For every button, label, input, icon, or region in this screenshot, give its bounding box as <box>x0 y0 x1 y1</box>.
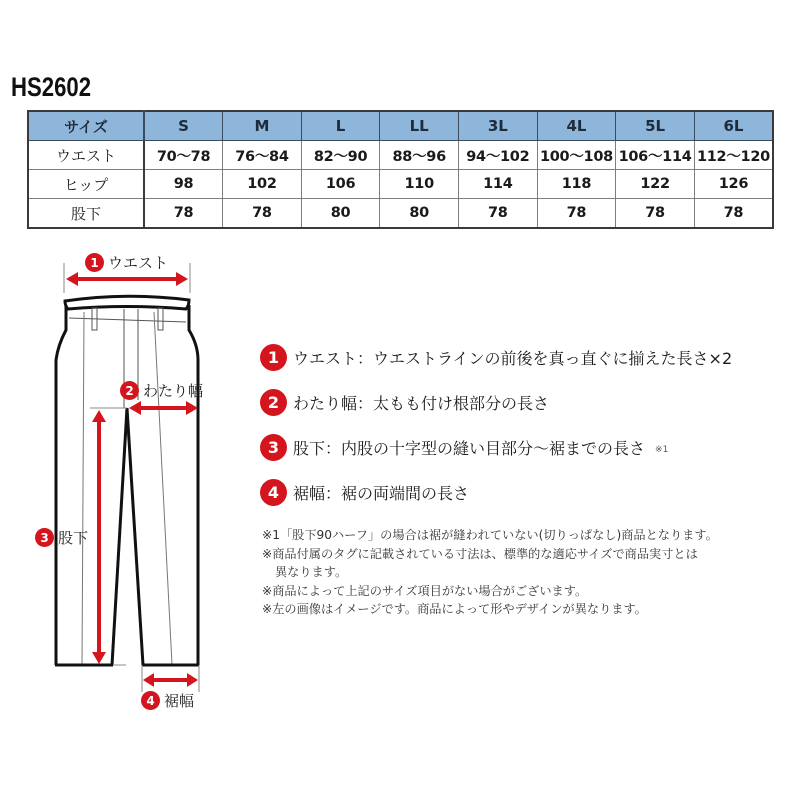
row-label-inseam: 股下 <box>28 199 144 229</box>
size-col-s: S <box>144 111 223 141</box>
table-cell: 122 <box>616 170 695 199</box>
size-col-3l: 3L <box>459 111 538 141</box>
table-cell: 78 <box>616 199 695 229</box>
row-label-hip: ヒップ <box>28 170 144 199</box>
number-4-icon: 4 <box>260 479 287 506</box>
number-2-icon: 2 <box>120 381 139 400</box>
number-4-icon: 4 <box>141 691 160 710</box>
legend-term: 裾幅 <box>293 483 326 503</box>
legend-item-hem <box>260 478 732 506</box>
table-cell: 102 <box>223 170 302 199</box>
table-cell: 70〜78 <box>144 141 223 170</box>
diagram-label-text: ウエスト <box>108 254 169 272</box>
number-1-icon: 1 <box>85 253 104 272</box>
size-header-label: サイズ <box>28 111 144 141</box>
note-line: 異なります。 <box>275 565 348 579</box>
size-col-5l: 5L <box>616 111 695 141</box>
legend-item-inseam <box>260 433 732 461</box>
size-table <box>27 110 774 229</box>
diagram-label-waist <box>85 252 168 273</box>
model-code: HS2602 <box>11 72 92 102</box>
table-cell: 100〜108 <box>537 141 616 170</box>
legend-term: わたり幅 <box>293 393 358 413</box>
row-label-waist: ウエスト <box>28 141 144 170</box>
table-row-hip <box>28 170 773 199</box>
table-cell: 80 <box>380 199 459 229</box>
table-cell: 78 <box>537 199 616 229</box>
number-3-icon: 3 <box>260 434 287 461</box>
pants-illustration-icon <box>0 240 240 740</box>
table-cell: 114 <box>459 170 538 199</box>
table-cell: 78 <box>459 199 538 229</box>
size-col-m: M <box>223 111 302 141</box>
note-line: ※左の画像はイメージです。商品によって形やデザインが異なります。 <box>262 602 647 616</box>
legend-term: ウエスト <box>293 348 358 368</box>
diagram-label-text: 股下 <box>58 529 89 547</box>
footnote-ref: ※1 <box>655 445 669 455</box>
table-cell: 80 <box>301 199 380 229</box>
number-1-icon: 1 <box>260 344 287 371</box>
table-row-inseam <box>28 199 773 229</box>
table-cell: 118 <box>537 170 616 199</box>
legend-desc: ：内股の十字型の縫い目部分〜裾までの長さ <box>325 438 646 458</box>
note-line: ※1「股下90ハーフ」の場合は裾が縫われていない(切りっぱなし)商品となります。 <box>262 528 718 542</box>
note-line: ※商品付属のタグに記載されている寸法は、標準的な適応サイズで商品実寸とは <box>262 546 698 561</box>
table-cell: 78 <box>694 199 773 229</box>
size-header-row <box>28 111 773 141</box>
table-cell: 78 <box>144 199 223 229</box>
legend-desc: ：太もも付け根部分の長さ <box>357 393 550 413</box>
number-2-icon: 2 <box>260 389 287 416</box>
table-cell: 106 <box>301 170 380 199</box>
diagram-label-text: わたり幅 <box>143 382 204 400</box>
measurement-legend <box>260 343 732 523</box>
table-cell: 88〜96 <box>380 141 459 170</box>
table-cell: 106〜114 <box>616 141 695 170</box>
diagram-label-inseam <box>35 527 88 548</box>
table-cell: 112〜120 <box>694 141 773 170</box>
legend-item-thigh <box>260 388 732 416</box>
pants-diagram <box>0 240 240 740</box>
size-col-6l: 6L <box>694 111 773 141</box>
number-3-icon: 3 <box>35 528 54 547</box>
table-cell: 78 <box>223 199 302 229</box>
legend-item-waist <box>260 343 732 371</box>
legend-desc: ：ウエストラインの前後を真っ直ぐに揃えた長さ×2 <box>357 348 733 368</box>
table-cell: 98 <box>144 170 223 199</box>
legend-term: 股下 <box>293 438 326 458</box>
table-cell: 110 <box>380 170 459 199</box>
diagram-label-hem <box>141 690 194 711</box>
notes <box>262 526 718 619</box>
legend-desc: ：裾の両端間の長さ <box>325 483 470 503</box>
table-cell: 76〜84 <box>223 141 302 170</box>
diagram-label-thigh <box>120 380 203 401</box>
size-col-l: L <box>301 111 380 141</box>
table-cell: 94〜102 <box>459 141 538 170</box>
diagram-label-text: 裾幅 <box>164 692 195 710</box>
note-line: ※商品によって上記のサイズ項目がない場合がございます。 <box>262 583 588 598</box>
table-row-waist <box>28 141 773 170</box>
table-cell: 82〜90 <box>301 141 380 170</box>
size-col-ll: LL <box>380 111 459 141</box>
size-col-4l: 4L <box>537 111 616 141</box>
table-cell: 126 <box>694 170 773 199</box>
